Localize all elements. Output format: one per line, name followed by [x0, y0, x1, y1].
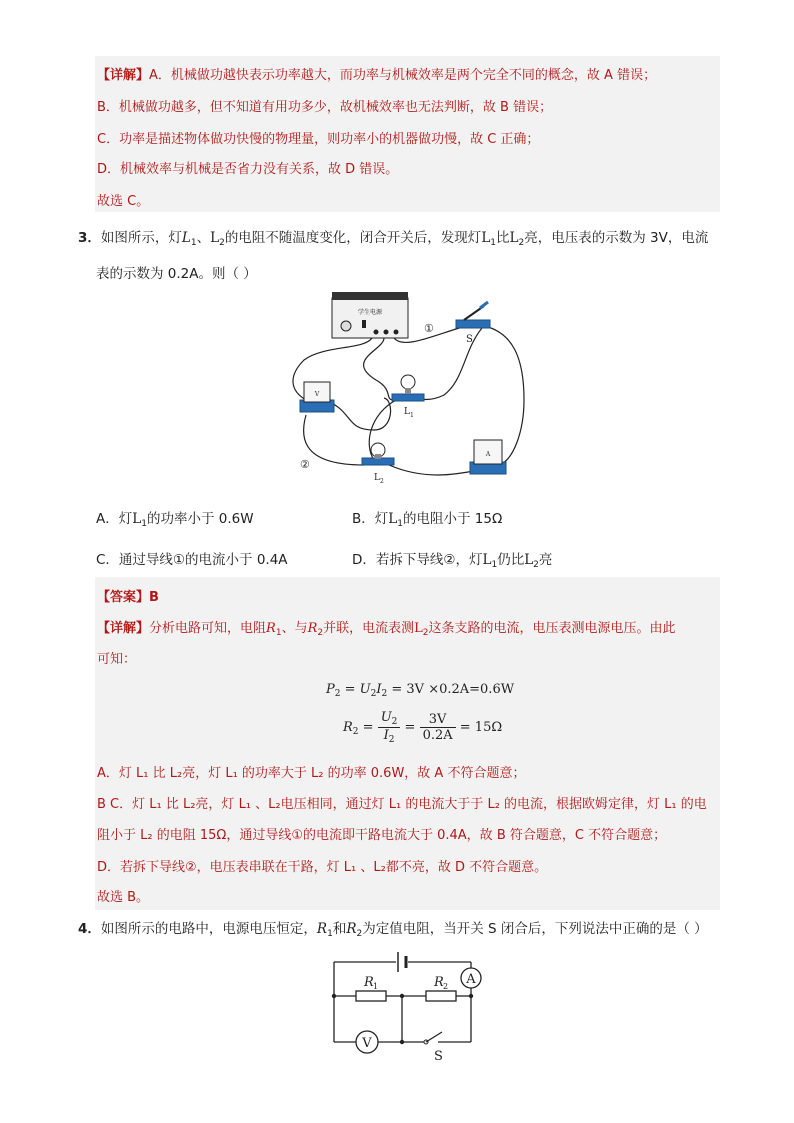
q3-stem-line-1: 3．如图所示，灯$L_1$、$L_2$的电阻不随温度变化，闭合开关后，发现灯$L_1$比$L_2$亮，电压表的示数为 3V，电流: [78, 230, 709, 248]
svg-text:2: 2: [380, 478, 384, 485]
detail-tag: 【详解】: [97, 68, 150, 83]
power-supply: [332, 292, 408, 338]
q3-solution-bc-2: 阻小于 L₂ 的电阻 15Ω，通过导线①的电流即干路电流大于 0.4A，故 B 符合题意，C 不符合题意；: [97, 828, 667, 843]
q3-solution-bc-1: B C．灯 L₁ 比 L₂亮，灯 L₁ 、L₂电压相同，通过灯 L₁ 的电流大于于 L₂ 的电流，根据欧姆定律，灯 L₁ 的电: [97, 797, 707, 812]
svg-text:1: 1: [410, 412, 414, 419]
svg-text:学生电源: 学生电源: [357, 309, 383, 316]
q3-solution-a: A．灯 L₁ 比 L₂亮，灯 L₁ 的功率大于 L₂ 的功率 0.6W，故 A 不符合题意；: [97, 766, 526, 781]
voltmeter: [300, 382, 334, 412]
q3-option-d[interactable]: D．若拆下导线②，灯$L_1$仍比$L_2$亮: [352, 552, 553, 570]
svg-text:V: V: [362, 1036, 372, 1051]
svg-text:S: S: [434, 1049, 443, 1062]
q3-option-a[interactable]: A．灯$L_1$的功率小于 0.6W: [96, 511, 254, 529]
q3-solution-d: D．若拆下导线②，电压表串联在干路，灯 L₁ 、L₂都不亮，故 D 不符合题意。: [97, 860, 548, 875]
svg-text:2: 2: [443, 982, 449, 991]
q3-formula-power: $P_2 = U_2I_2 = 3V \times 0.2A=0.6W$: [326, 682, 515, 699]
q2-analysis-line-2: B．机械做功越多，但不知道有用功多少，故机械效率也无法判断，故 B 错误；: [97, 100, 553, 115]
q3-detail-line-2: 可知：: [97, 652, 137, 667]
svg-text:A: A: [466, 972, 476, 987]
resistor-r1: [356, 975, 386, 1001]
svg-text:L: L: [404, 407, 410, 417]
q3-option-b[interactable]: B．灯$L_1$的电阻小于 15Ω: [352, 511, 503, 529]
q3-stem-line-2: 表的示数为 0.2A。则（ ）: [96, 266, 257, 282]
wire-2-label: ②: [300, 458, 310, 471]
lamp-l2: [362, 443, 394, 485]
q3-formula-resistance: $R_2$ = $\frac{U_2}{I_2}$ = $\frac{3V}{0.2A}$ = 15Ω: [343, 710, 503, 745]
lamp-l1: [392, 375, 424, 419]
svg-text:A: A: [485, 451, 491, 458]
q3-conclusion: 故选 B。: [97, 890, 150, 905]
q3-detail-line-1: 【详解】分析电路可知，电阻$R_1$、与$R_2$并联，电流表测$L_2$这条支路的电流，电压表测电源电压。由此: [97, 621, 676, 638]
switch-s: [456, 302, 490, 345]
ammeter: [470, 440, 506, 474]
svg-text:R: R: [434, 975, 444, 990]
q2-analysis-conclusion: 故选 C。: [97, 194, 150, 209]
svg-text:1: 1: [373, 982, 379, 991]
q2-analysis-line-3: C．功率是描述物体做功快慢的物理量，则功率小的机器做功慢，故 C 正确；: [97, 132, 540, 147]
resistor-r2: [426, 975, 456, 1001]
svg-text:S: S: [466, 334, 473, 345]
q3-option-c[interactable]: C．通过导线①的电流小于 0.4A: [96, 552, 288, 568]
q4-stem: 4．如图所示的电路中，电源电压恒定，$R_1$和$R_2$为定值电阻，当开关 S 闭合后，下列说法中正确的是（ ）: [78, 921, 708, 939]
svg-text:L: L: [374, 473, 380, 483]
q3-answer: 【答案】B: [97, 590, 159, 605]
wire-1-label: ①: [424, 322, 434, 335]
voltmeter-symbol: [356, 1031, 378, 1053]
q3-circuit-figure: [284, 290, 540, 490]
svg-text:V: V: [314, 391, 320, 398]
ammeter-symbol: [461, 968, 481, 988]
q2-analysis-line-1: 【详解】A．机械做功越快表示功率越大，而功率与机械效率是两个完全不同的概念，故 A 错误；: [97, 68, 657, 83]
q4-circuit-figure: [326, 944, 496, 1062]
battery: [398, 952, 406, 972]
switch-symbol: [424, 1032, 443, 1062]
q2-analysis-line-4: D．机械效率与机械是否省力没有关系，故 D 错误。: [97, 162, 399, 177]
svg-text:R: R: [364, 975, 374, 990]
